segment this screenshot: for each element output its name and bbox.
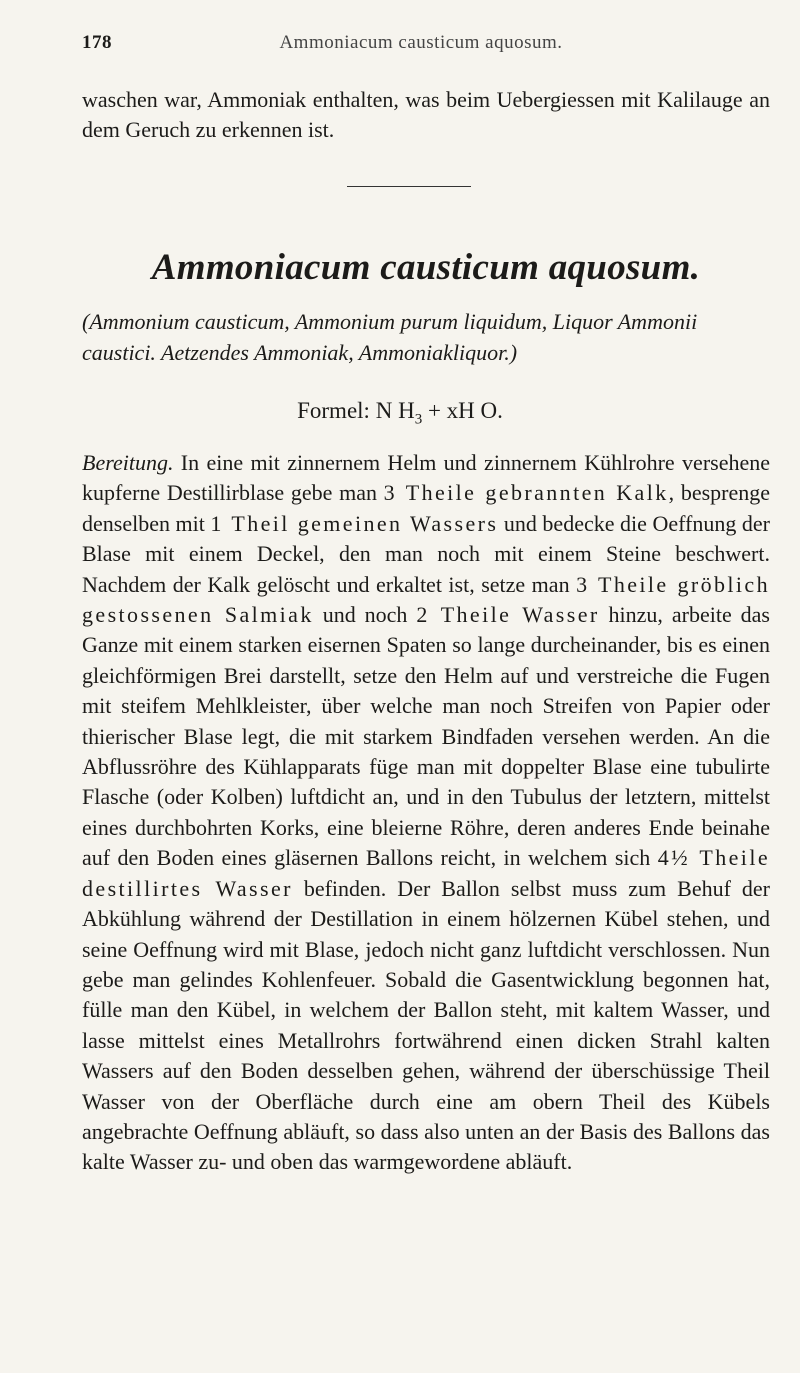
body-segment: , besprenge denselben mit: [82, 480, 770, 536]
formula-subscript: 3: [414, 411, 423, 428]
chemical-formula: [0, 398, 800, 429]
article-title: Ammoniacum causticum aquosum.: [151, 247, 701, 288]
preparation-label: Bereitung.: [82, 450, 174, 475]
emphasis-quantity: 2 Theile Wasser: [416, 602, 600, 628]
formula-rest: + xH O.: [427, 398, 503, 423]
emphasis-quantity: 1 Theil gemeinen Wassers: [210, 510, 499, 536]
emphasis-quantity: 3 Theile gröblich gestossenen Salmiak: [82, 571, 770, 628]
section-divider: [347, 186, 471, 187]
body-segment: In eine mit zinnernem Helm und zinnernem Kühlrohre versehene kupferne Destillirblase gebe man: [82, 450, 770, 506]
continued-paragraph: waschen war, Ammoniak enthalten, was beim Uebergiessen mit Kalilauge an dem Geruch zu erkennen ist.: [82, 87, 770, 143]
running-title: Ammoniacum causticum aquosum.: [279, 32, 563, 53]
body-segment: hinzu, arbeite das Ganze mit einem starken eisernen Spaten so lange durcheinander, bis es einen gleichförmigen Brei darstellt, setze den Helm auf und verstreiche die Fugen mit steifem Mehlkleister, über welche man noch Streifen von Papier oder thierischer Blase legt, die mit starkem Bindfaden versehen werden. An die Abflussröhre des Kühlapparats füge man mit doppelter Blase eine tubulirte Flasche (oder Kolben) luftdicht an, und in den Tubulus der letztern, mittelst eines durchbohrten Korks, eine bleierne Röhre, deren anderes Ende beinahe auf den Boden eines gläsernen Ballons reicht, in welchem sich: [82, 602, 770, 871]
body-segment: und bedecke die Oeffnung der Blase mit einem Deckel, den man noch mit einem Steine beschwert. Nachdem der Kalk gelöscht und erkaltet ist, setze man: [82, 510, 771, 597]
page-number: 178: [82, 32, 112, 53]
body-segment: und noch: [313, 602, 417, 628]
body-segment: befinden. Der Ballon selbst muss zum Behuf der Abkühlung während der Destillation in einem hölzernen Kübel stehen, und seine Oeffnung wird mit Blase, jedoch nicht ganz luftdicht verschlossen. Nun gebe man gelindes Kohlenfeuer. Sobald die Gasentwicklung begonnen hat, fülle man den Kübel, in welchem der Ballon steht, mit kaltem Wasser, und lasse mittelst eines Metallrohrs fortwährend einen dicken Strahl kalten Wassers auf den Boden desselben gehen, während der überschüssige Theil Wasser von der Oberfläche durch eine am obern Theil des Kübels angebrachte Oeffnung abläuft, so dass also unten an der Basis des Ballons das kalte Wasser zu- und oben das warmgewordene abläuft.: [82, 875, 770, 1175]
running-header: [82, 32, 740, 54]
formula-nh: N H: [375, 398, 415, 423]
emphasis-quantity: 4½ Theile destillirtes Wasser: [82, 845, 770, 901]
formula-label: Formel:: [297, 398, 370, 423]
preparation-paragraph: [82, 448, 770, 1178]
emphasis-quantity: 3 Theile gebrannten Kalk: [383, 480, 669, 506]
synonyms-paragraph: (Ammonium causticum, Ammonium purum liquidum, Liquor Ammonii caustici. Aetzendes Ammoniak, Ammoniakliquor.): [82, 309, 698, 365]
